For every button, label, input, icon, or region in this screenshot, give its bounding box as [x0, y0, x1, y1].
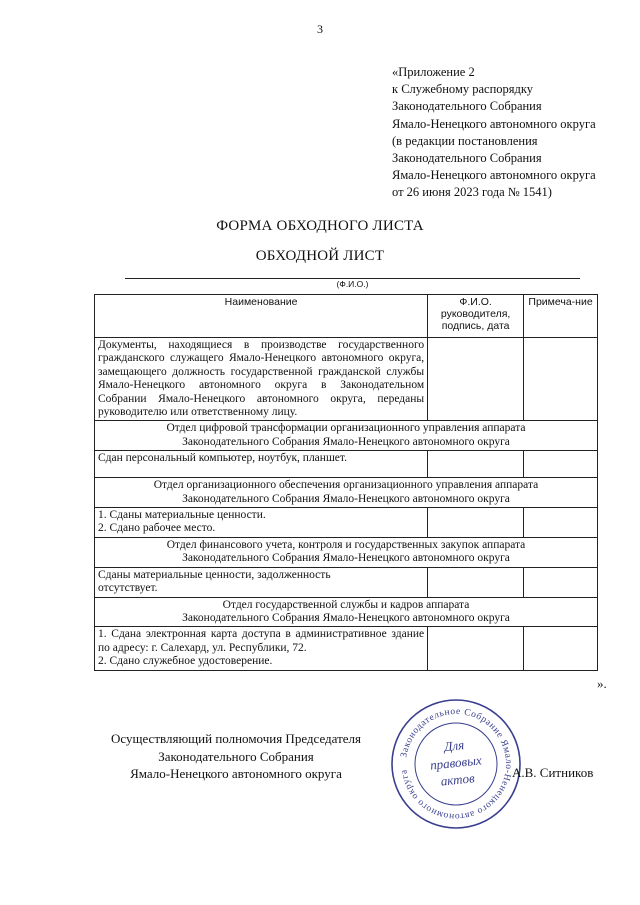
documents-cell: Документы, находящиеся в производстве государственного гражданского служащего Ямало-Ненецкого автономного округа, замещающего должность государственной гражданской службы Ямало-Ненецкого автономного округа в Законодательном Собрании Ямало-Ненецкого автономного округа, переданы руководителю или ответственному лицу.	[95, 338, 428, 421]
appendix-line: к Служебному распорядку	[392, 82, 534, 97]
section-heading-line: Законодательного Собрания Ямало-Ненецкого автономного округа	[182, 552, 510, 565]
section-heading-row	[95, 421, 598, 451]
signatory-line: Ямало-Ненецкого автономного округа	[130, 766, 342, 781]
appendix-line: Ямало-Ненецкого автономного округа	[392, 116, 596, 131]
signatory-line: Законодательного Собрания	[158, 748, 314, 764]
appendix-line: от 26 июня 2023 года № 1541)	[392, 185, 552, 200]
section-heading-row	[95, 597, 598, 627]
section-heading-line: Законодательного Собрания Ямало-Ненецкого автономного округа	[182, 611, 510, 624]
note-cell	[524, 567, 598, 597]
appendix-line: (в редакции постановления	[392, 133, 538, 148]
item-cell	[95, 627, 428, 670]
item-cell	[95, 567, 428, 597]
signature-cell	[428, 338, 524, 421]
item-line: Сданы материальные ценности, задолженность	[98, 568, 331, 581]
table-row	[95, 451, 598, 478]
signature-cell	[428, 451, 524, 478]
section-heading-row	[95, 537, 598, 567]
note-cell	[524, 451, 598, 478]
closing-quote: ».	[597, 676, 607, 691]
table-row	[95, 567, 598, 597]
item-line: 1. Сданы материальные ценности.	[98, 509, 266, 522]
item-line: отсутствует.	[98, 582, 158, 595]
appendix-line: Законодательного Собрания	[392, 99, 542, 114]
sheet-title: ОБХОДНОЙ ЛИСТ	[255, 248, 385, 264]
section-heading	[95, 537, 598, 567]
signature-cell	[428, 567, 524, 597]
seal-center-line: правовых	[429, 752, 483, 773]
section-heading	[95, 478, 598, 508]
official-seal-stamp	[388, 696, 524, 832]
table-row	[95, 627, 598, 670]
item-line: 1. Сдана электронная карта доступа в административное здание по адресу: г. Салехард, ул. Республики, 72.	[98, 628, 425, 654]
signatory-line: Осуществляющий полномочия Председателя	[110, 731, 362, 746]
signatory-position	[86, 730, 386, 783]
section-heading-row	[95, 478, 598, 508]
header-note: Примеча-ние	[524, 295, 598, 338]
note-cell	[524, 508, 598, 538]
clearance-table	[94, 294, 598, 671]
seal-center-line: Для	[443, 737, 465, 755]
table-row	[95, 338, 598, 421]
signatory-name: А.В. Ситников	[512, 765, 594, 780]
signature-cell	[428, 508, 524, 538]
item-line: 2. Сдано служебное удостоверение.	[98, 655, 273, 668]
section-heading	[95, 597, 598, 627]
section-heading-line: Отдел финансового учета, контроля и государственных закупок аппарата	[166, 538, 526, 551]
section-heading-line: Законодательного Собрания Ямало-Ненецкого автономного округа	[182, 435, 510, 448]
page-number: 3	[317, 22, 323, 36]
signature-cell	[428, 627, 524, 670]
table-header-row	[95, 295, 598, 338]
item-cell	[95, 451, 428, 478]
table-row	[95, 508, 598, 538]
seal-center-line: актов	[439, 770, 476, 789]
note-cell	[524, 338, 598, 421]
appendix-line: «Приложение 2	[392, 65, 475, 79]
section-heading-line: Законодательного Собрания Ямало-Ненецкого автономного округа	[182, 492, 510, 505]
appendix-line: Законодательного Собрания	[392, 151, 542, 166]
fio-caption: (Ф.И.О.)	[336, 279, 369, 289]
item-line: 2. Сдано рабочее место.	[98, 522, 216, 535]
section-heading-line: Отдел государственной службы и кадров аппарата	[222, 598, 470, 611]
header-fio: Ф.И.О. руководителя, подпись, дата	[428, 295, 524, 338]
appendix-line: Ямало-Ненецкого автономного округа	[392, 168, 596, 183]
note-cell	[524, 627, 598, 670]
section-heading-line: Отдел организационного обеспечения организационного управления аппарата	[153, 479, 539, 492]
appendix-note	[392, 64, 596, 202]
section-heading-line: Отдел цифровой трансформации организационного управления аппарата	[166, 422, 526, 435]
item-line: Сдан персональный компьютер, ноутбук, планшет.	[98, 452, 347, 465]
section-heading	[95, 421, 598, 451]
item-cell	[95, 508, 428, 538]
form-title: ФОРМА ОБХОДНОГО ЛИСТА	[216, 218, 424, 234]
header-name: Наименование	[95, 295, 428, 338]
seal-ring-textpath: Законодательное Собрание Ямало-Ненецкого автономного округа	[399, 706, 514, 822]
